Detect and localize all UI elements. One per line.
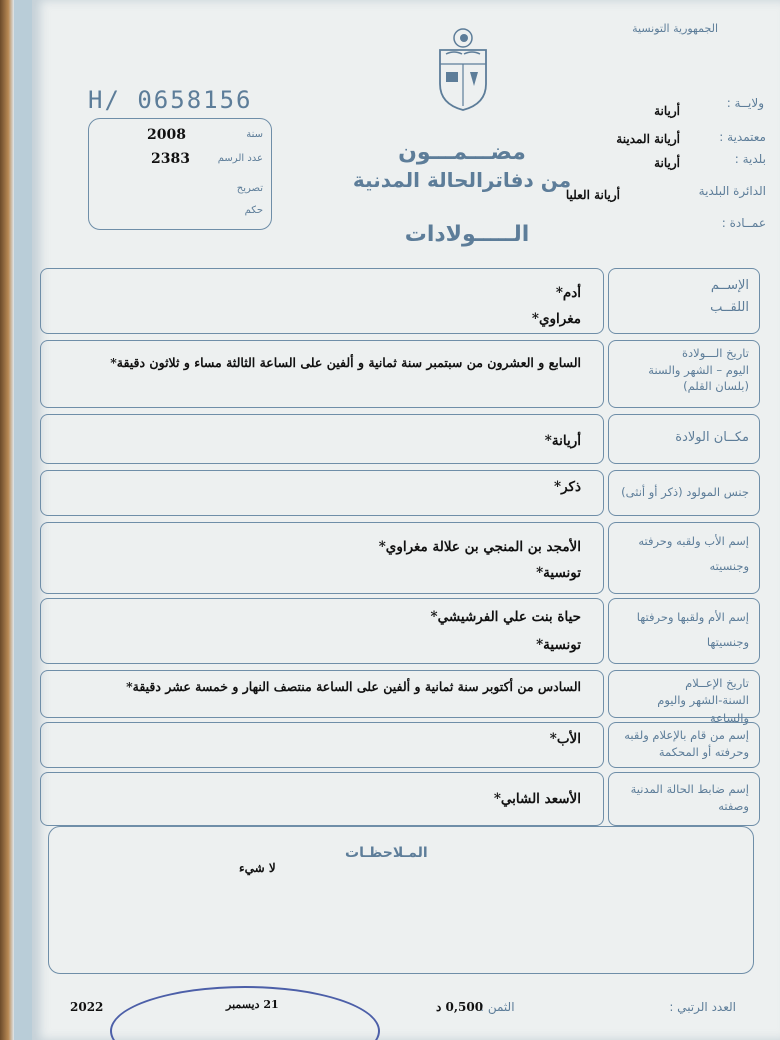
birth-date-label-box bbox=[608, 340, 760, 408]
row-declaration-date bbox=[40, 670, 760, 725]
judgment-label: حكم bbox=[244, 205, 263, 216]
mother-value-box bbox=[40, 598, 604, 664]
father-nationality-label: وجنسيته bbox=[709, 559, 749, 574]
year-label: سنة bbox=[246, 129, 263, 140]
officer-sublabel: وصفته bbox=[718, 799, 749, 814]
first-name-label: الإســم bbox=[710, 278, 749, 293]
registration-box bbox=[88, 118, 272, 230]
father-label: إسم الأب ولقبه وحرفته bbox=[638, 534, 749, 548]
serial-count-label: العدد الرتبي : bbox=[669, 1000, 736, 1014]
municipality-label: بلدية : bbox=[734, 152, 766, 166]
declaration-date-sublabel: السنة-الشهر واليوم والساعة bbox=[657, 693, 749, 725]
year-value: 2008 bbox=[147, 127, 186, 143]
delegation-label: معتمدية : bbox=[719, 130, 766, 144]
governorate-label: ولايــة : bbox=[726, 96, 764, 110]
surname-value: مغراوي* bbox=[531, 311, 581, 327]
father-nationality-value: تونسية* bbox=[536, 565, 581, 581]
row-father bbox=[40, 522, 760, 594]
notes-value: لا شيء bbox=[239, 861, 276, 875]
birth-place-value: أريانة* bbox=[544, 433, 581, 449]
officer-value-box bbox=[40, 772, 604, 826]
title-content: مضـــمـــون bbox=[398, 140, 526, 165]
issue-year: 2022 bbox=[70, 1000, 104, 1014]
mother-nationality-value: تونسية* bbox=[536, 637, 581, 653]
declarant-label-box bbox=[608, 722, 760, 768]
serial-number: H/ 0658156 bbox=[88, 86, 253, 114]
birth-place-label: مكــان الولادة bbox=[675, 430, 749, 445]
delegation-value: أريانة المدينة bbox=[616, 132, 680, 146]
row-sex bbox=[40, 470, 760, 516]
republic-heading: الجمهورية التونسية bbox=[632, 22, 718, 35]
title-registers: من دفاترالحالة المدنية bbox=[352, 168, 572, 192]
sex-label-box bbox=[608, 470, 760, 516]
price-value: 0,500 د bbox=[436, 1000, 484, 1014]
notes-box bbox=[48, 826, 754, 974]
notes-title: المـلاحظـات bbox=[345, 845, 428, 861]
father-name-value: الأمجد بن المنجي بن علالة مغراوي* bbox=[378, 539, 581, 555]
father-value-box bbox=[40, 522, 604, 594]
birth-place-value-box bbox=[40, 414, 604, 464]
district-label: الدائرة البلدية bbox=[698, 184, 766, 198]
document-edge bbox=[0, 0, 14, 1040]
row-officer bbox=[40, 772, 760, 826]
birth-date-value-box bbox=[40, 340, 604, 408]
number-value: 2383 bbox=[151, 151, 190, 167]
price-label: الثمن : bbox=[480, 1000, 515, 1014]
row-declarant bbox=[40, 722, 760, 768]
name-value-box bbox=[40, 268, 604, 334]
mother-label: إسم الأم ولقبها وحرفتها bbox=[636, 610, 749, 624]
declaration-date-label: تاريخ الإعــلام bbox=[685, 676, 749, 690]
number-label: عدد الرسم bbox=[217, 153, 263, 164]
declaration-date-value-box bbox=[40, 670, 604, 718]
mother-label-box bbox=[608, 598, 760, 664]
officer-label-box bbox=[608, 772, 760, 826]
row-birth-place bbox=[40, 414, 760, 464]
surname-label: اللقــب bbox=[710, 300, 749, 316]
district-value: أريانة العليا bbox=[565, 188, 620, 202]
title-births: الـــــولادات bbox=[404, 222, 530, 247]
declaration-date-label-box bbox=[608, 670, 760, 725]
mother-name-value: حياة بنت علي الفرشيشي* bbox=[430, 609, 581, 625]
row-mother bbox=[40, 598, 760, 664]
birth-place-label-box bbox=[608, 414, 760, 464]
officer-value: الأسعد الشابي* bbox=[493, 791, 581, 807]
first-name-value: أدم* bbox=[555, 285, 581, 301]
declarant-label: إسم من قام بالإعلام ولقبه bbox=[624, 728, 749, 742]
name-label-box bbox=[608, 268, 760, 334]
declaration-label: تصريح bbox=[236, 183, 263, 194]
row-name bbox=[40, 268, 760, 334]
birth-date-note: (بلسان القلم) bbox=[683, 379, 749, 394]
declarant-value: الأب* bbox=[549, 731, 581, 747]
father-label-box bbox=[608, 522, 760, 594]
mother-nationality-label: وجنسيتها bbox=[706, 635, 749, 650]
declaration-date-value: السادس من أكتوبر سنة ثمانية و ألفين على الساعة منتصف النهار و خمسة عشر دقيقة* bbox=[126, 679, 581, 694]
birth-date-label: تاريخ الـــولادة bbox=[682, 346, 749, 360]
sex-label: جنس المولود (ذكر أو أنثى) bbox=[621, 485, 749, 499]
sex-value: ذكر* bbox=[554, 479, 581, 495]
municipality-value: أريانة bbox=[654, 156, 680, 170]
tunisia-coat-of-arms-icon bbox=[434, 26, 492, 112]
row-birth-date bbox=[40, 340, 760, 408]
officer-label: إسم ضابط الحالة المدنية bbox=[630, 782, 749, 796]
declarant-value-box bbox=[40, 722, 604, 768]
imada-label: عمــادة : bbox=[721, 216, 766, 230]
sex-value-box bbox=[40, 470, 604, 516]
declarant-sublabel: وحرفته أو المحكمة bbox=[658, 745, 749, 760]
birth-date-value: السابع و العشرون من سبتمبر سنة ثمانية و ألفين على الساعة الثالثة مساء و ثلاثون دقيقة* bbox=[110, 355, 581, 370]
issue-date: 21 ديسمبر bbox=[226, 998, 279, 1011]
governorate-value: أريانة bbox=[654, 104, 680, 118]
birth-date-sublabel: اليوم – الشهر والسنة bbox=[648, 362, 749, 377]
